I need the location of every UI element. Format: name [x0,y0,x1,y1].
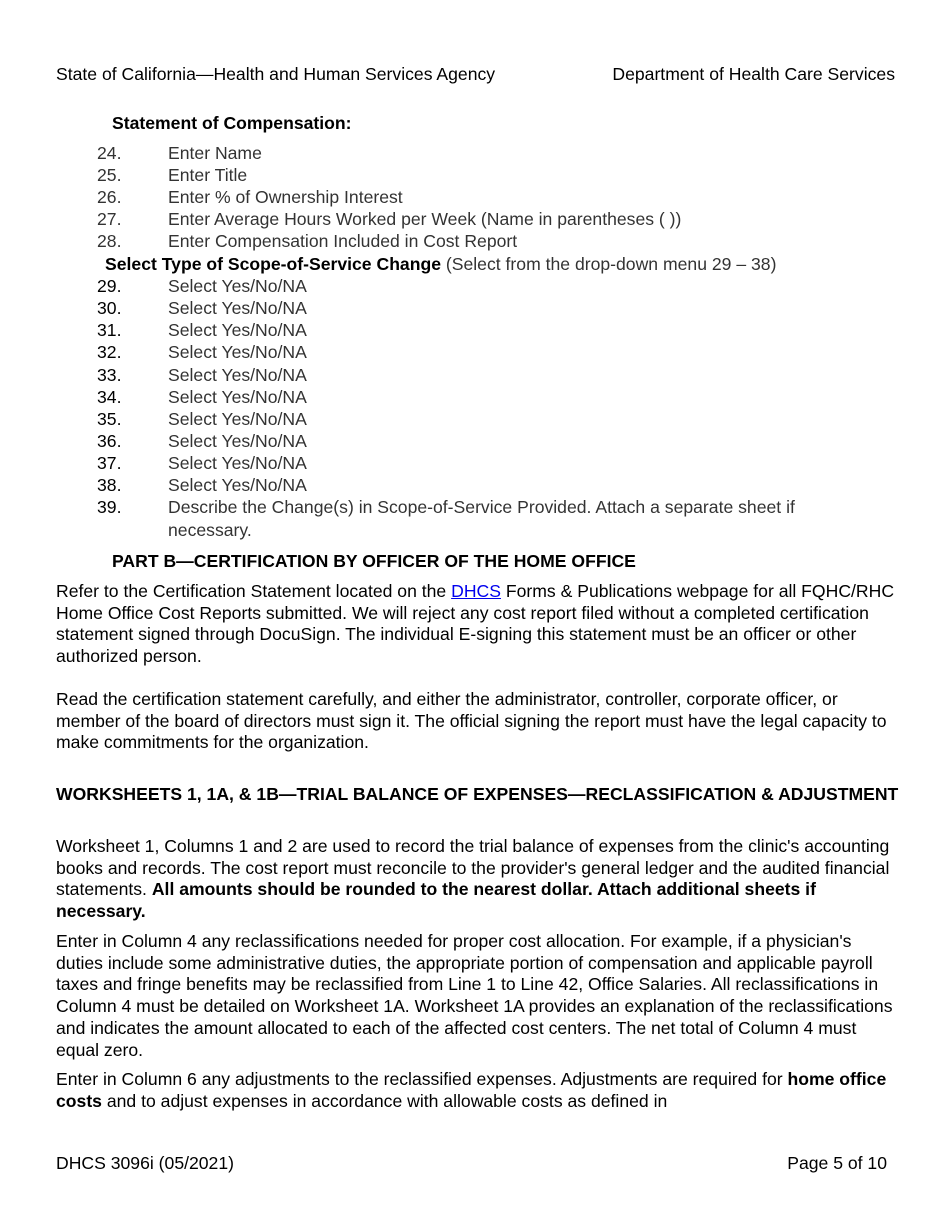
item-text: Describe the Change(s) in Scope-of-Service Provided. Attach a separate sheet if [168,497,795,517]
paragraph-text: Refer to the Certification Statement located on the [56,581,452,601]
paragraph-text: Enter in Column 6 any adjustments to the reclassified expenses. Adjustments are required for [56,1069,788,1089]
statement-heading: Statement of Compensation: [112,113,352,133]
worksheets-paragraph-3 [56,1069,901,1112]
scope-heading-note: (Select from the drop-down menu 29 – 38) [441,254,777,274]
list-item [0,209,950,231]
worksheets-paragraph-2: Enter in Column 4 any reclassifications needed for proper cost allocation. For example, if a physician's duties include some administrative duties, the appropriate portion of compensation and applicable payroll taxes and fringe benefits may be reclassified from Line 1 to Line 42, Office Salaries. All reclassifications in Column 4 must be detailed on Worksheet 1A. Worksheet 1A provides an explanation of the reclassifications and indicates the amount allocated to each of the affected cost centers. The net total of Column 4 must equal zero. [56,931,893,1060]
list-item [0,276,950,298]
paragraph-text: Forms & Publications webpage for all FQHC/RHC Home Office Cost Reports submitted. We will reject any cost report filed without a completed certification statement signed through DocuSign. The individual E-signing this statement must be an officer or other authorized person. [56,581,895,667]
list-item [0,453,950,475]
list-item [0,342,950,364]
scope-heading-bold: Select Type of Scope-of-Service Change [105,254,441,274]
item-number: 39. [97,497,122,517]
list-item [0,320,950,342]
item-number: 27. [97,209,122,229]
item-text: Select Yes/No/NA [168,475,307,495]
item-text: Select Yes/No/NA [168,431,307,451]
item-number: 35. [97,409,122,429]
list-item [0,165,950,187]
paragraph-bold-text: home office costs [56,1069,887,1111]
header-agency: State of California—Health and Human Services Agency [56,64,496,84]
list-item-continuation [0,520,950,542]
list-item [0,387,950,409]
item-number: 29. [97,276,122,296]
item-text: Enter Title [168,165,248,185]
item-number: 24. [97,143,122,163]
list-item [0,231,950,253]
footer-page-number: Page 5 of 10 [787,1153,887,1173]
scope-heading [105,254,776,275]
item-text: necessary. [168,520,252,540]
item-number: 31. [97,320,122,340]
item-number: 26. [97,187,122,207]
item-number: 34. [97,387,122,407]
list-item [0,409,950,431]
item-number: 36. [97,431,122,451]
item-number: 28. [97,231,122,251]
item-number: 30. [97,298,122,318]
part-b-paragraph-1 [56,581,901,668]
list-item [0,365,950,387]
part-b-heading: PART B—CERTIFICATION BY OFFICER OF THE HOME OFFICE [112,551,636,571]
item-text: Select Yes/No/NA [168,365,307,385]
footer-form-id: DHCS 3096i (05/2021) [56,1153,234,1173]
paragraph-text: and to adjust expenses in accordance with allowable costs as defined in [101,1090,668,1111]
part-b-paragraph-2: Read the certification statement carefully, and either the administrator, controller, corporate officer, or member of the board of directors must sign it. The official signing the report must have the legal capacity to make commitments for the organization. [56,689,887,753]
list-item [0,187,950,209]
worksheets-heading: WORKSHEETS 1, 1A, & 1B—TRIAL BALANCE OF EXPENSES—RECLASSIFICATION & ADJUSTMENT [56,784,899,804]
paragraph-bold-text: All amounts should be rounded to the nearest dollar. Attach additional sheets if necessary. [56,879,816,922]
list-item [0,298,950,320]
item-number: 33. [97,365,122,385]
item-text: Select Yes/No/NA [168,298,307,318]
item-number: 37. [97,453,122,473]
item-text: Select Yes/No/NA [168,320,307,340]
item-text: Enter Average Hours Worked per Week (Name in parentheses ( )) [168,209,682,229]
item-text: Enter Compensation Included in Cost Report [168,231,518,251]
dhcs-link[interactable]: DHCS [451,581,501,601]
item-text: Select Yes/No/NA [168,453,307,473]
header-department: Department of Health Care Services [612,64,895,84]
list-item [0,431,950,453]
paragraph-text: Worksheet 1, Columns 1 and 2 are used to record the trial balance of expenses from the clinic's accounting books and records. The cost report must reconcile to the provider's general ledger and the audited financial statements. [56,836,890,900]
item-text: Select Yes/No/NA [168,342,307,362]
item-text: Enter % of Ownership Interest [168,187,403,207]
list-item [0,475,950,497]
item-text: Select Yes/No/NA [168,409,307,429]
item-text: Enter Name [168,143,262,163]
item-text: Select Yes/No/NA [168,276,307,296]
item-text: Select Yes/No/NA [168,387,307,407]
item-number: 25. [97,165,122,185]
list-item [0,497,950,519]
worksheets-paragraph-1 [56,836,901,923]
list-item [0,143,950,165]
item-number: 38. [97,475,122,495]
item-number: 32. [97,342,122,362]
